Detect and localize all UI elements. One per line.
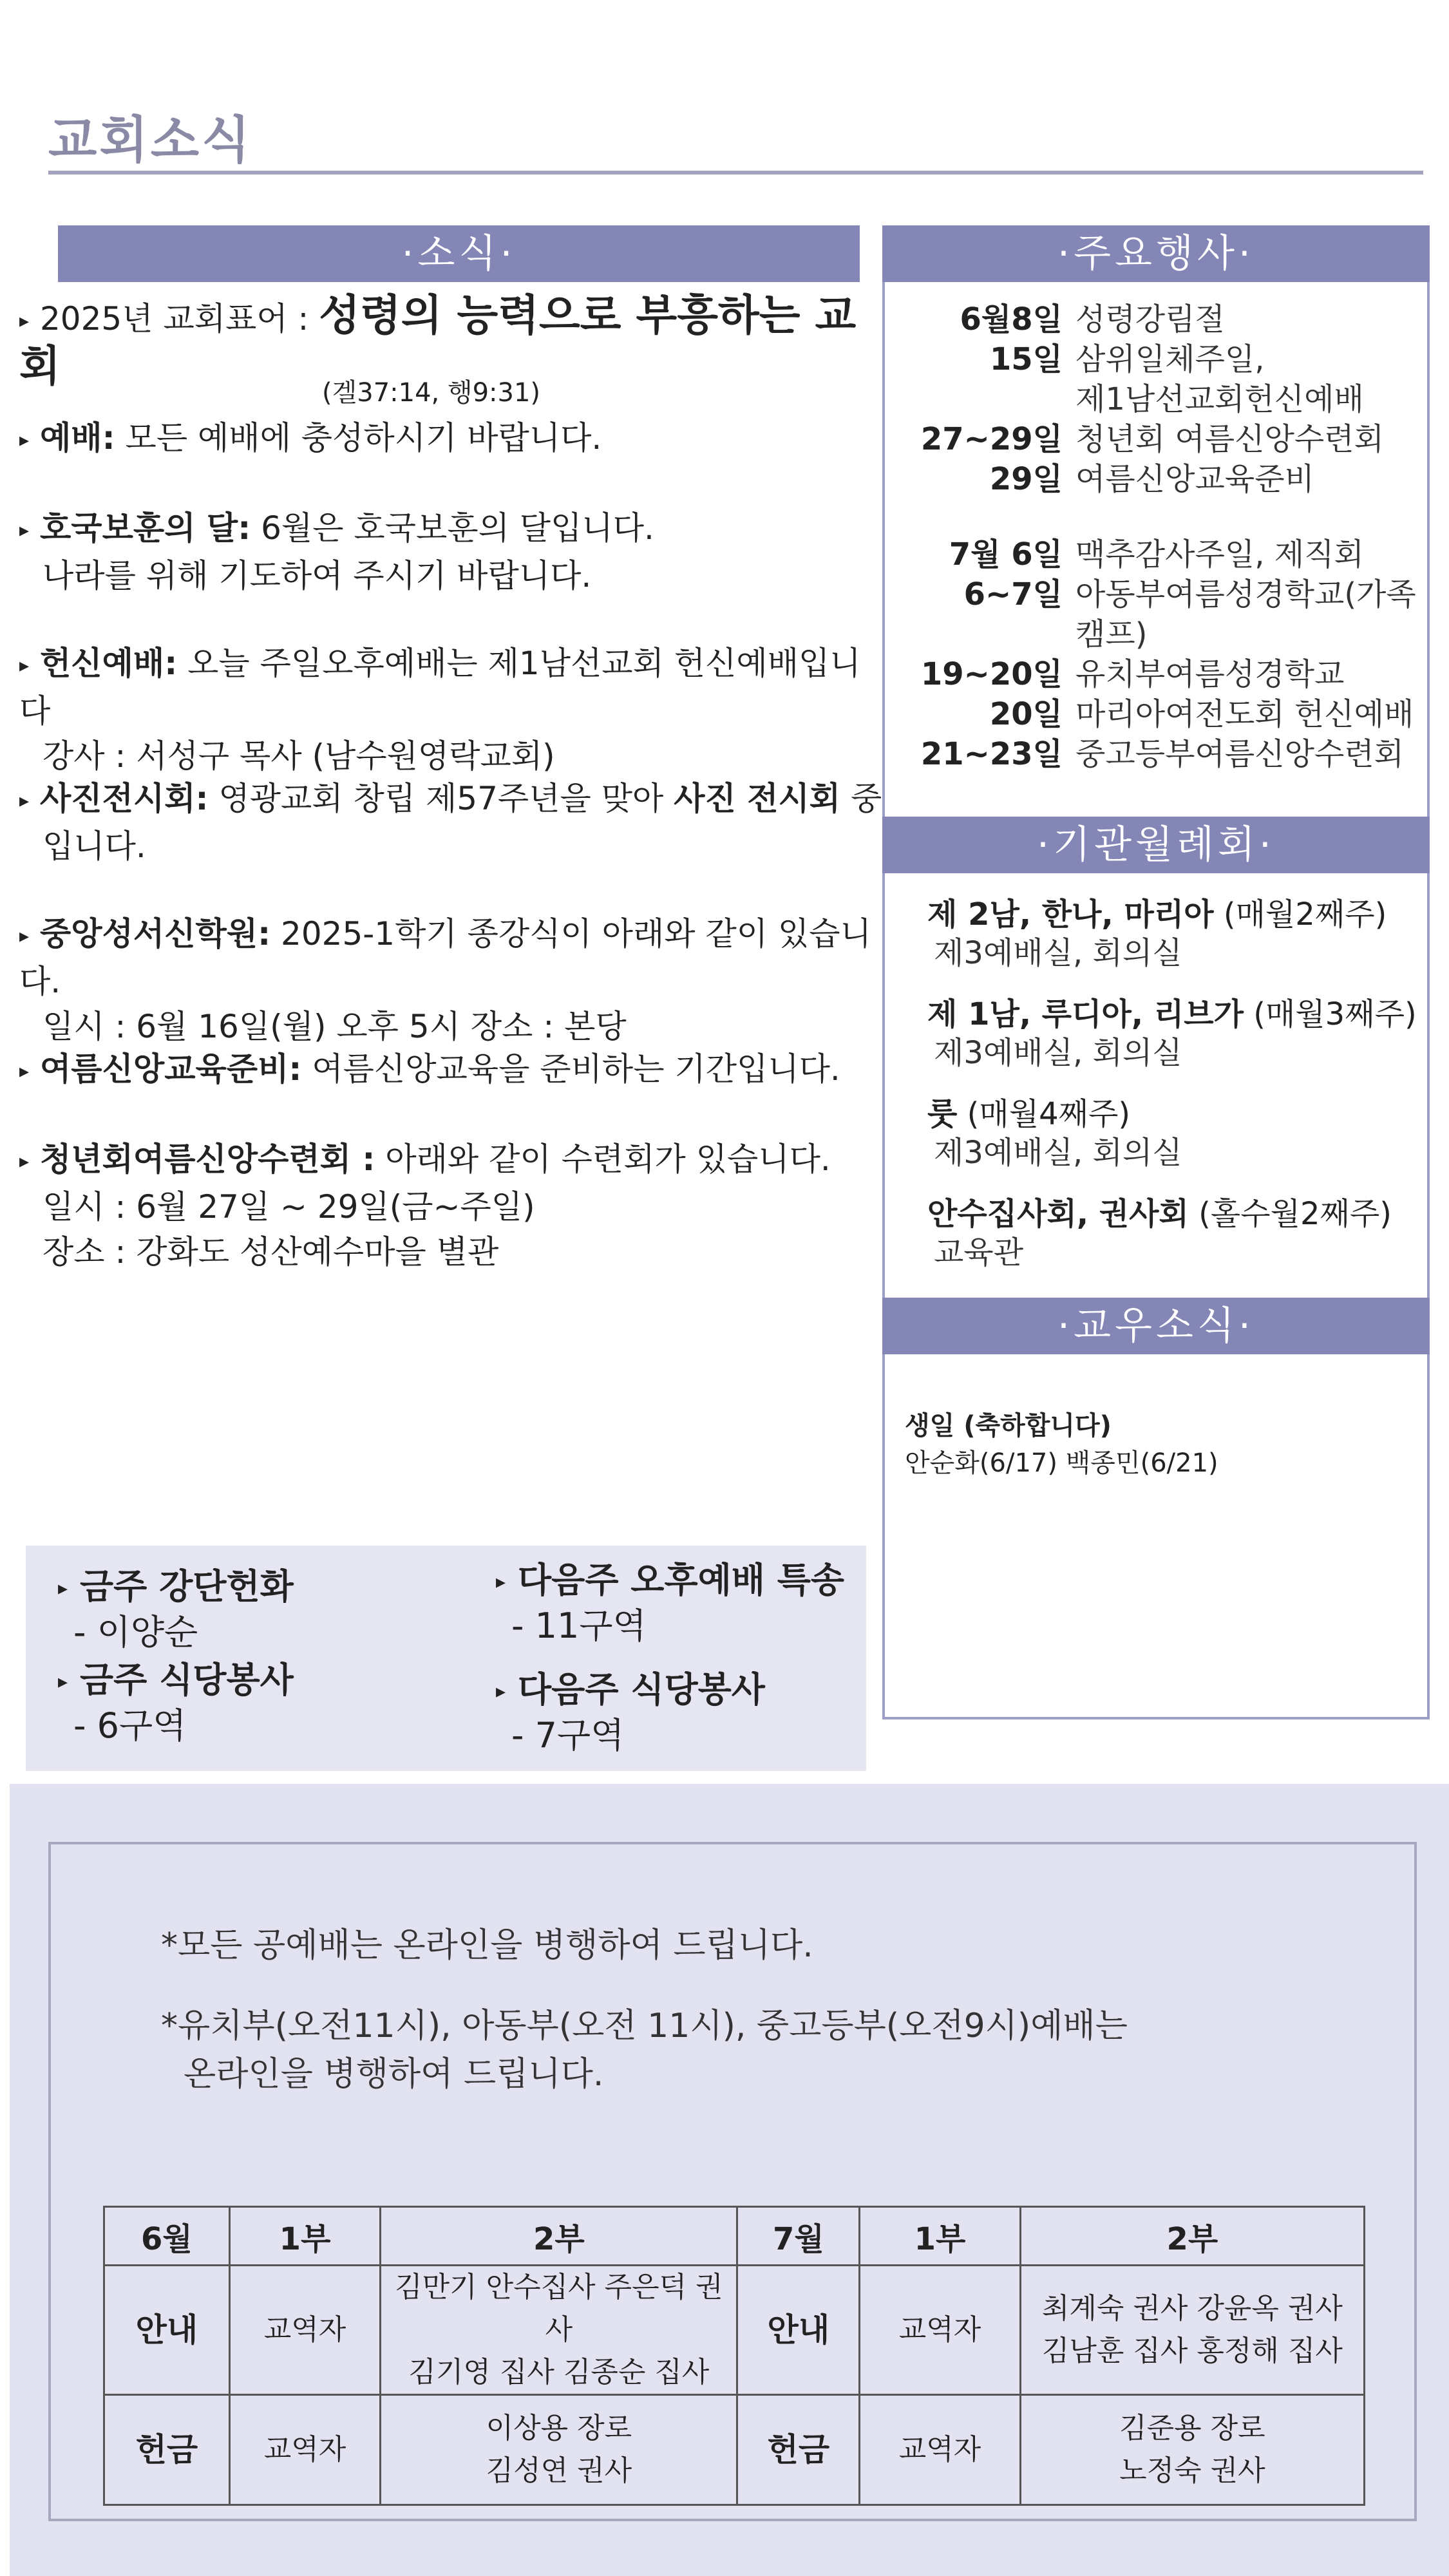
org-item bbox=[927, 995, 1417, 1072]
member-news-header: ·교우소식· bbox=[882, 1298, 1430, 1354]
org-name: 룻 bbox=[927, 1096, 958, 1132]
cell-line: 김기영 집사 김종순 집사 bbox=[408, 2356, 710, 2389]
motto-text: 성령의 능력으로 부흥하는 교회 bbox=[19, 290, 857, 391]
cell-line: 김만기 안수집사 주은덕 권사 bbox=[395, 2271, 723, 2346]
online-note-1: *모든 공예배는 온라인을 병행하여 드립니다. bbox=[161, 1926, 813, 1965]
event-date: 29일 bbox=[989, 461, 1063, 497]
table-cell: 교역자 bbox=[860, 2266, 1021, 2395]
duty-value: - 11구역 bbox=[511, 1605, 647, 1647]
news-item-key: 호국보훈의 달: bbox=[40, 509, 251, 547]
event-desc: 마리아여전도회 헌신예배 bbox=[1075, 696, 1414, 732]
bullet-triangle-icon: ▸ bbox=[19, 654, 30, 677]
bullet-triangle-icon: ▸ bbox=[58, 1671, 68, 1694]
bullet-triangle-icon: ▸ bbox=[496, 1680, 506, 1703]
org-schedule: (홀수월2째주) bbox=[1188, 1196, 1392, 1232]
news-item-text: 나라를 위해 기도하여 주시기 바랍니다. bbox=[43, 556, 592, 594]
online-note-2: *유치부(오전11시), 아동부(오전 11시), 중고등부(오전9시)예배는 bbox=[161, 2007, 1128, 2045]
news-item-text: 입니다. bbox=[43, 827, 146, 865]
event-desc: 유치부여름성경학교 bbox=[1075, 656, 1345, 692]
news-item-worship bbox=[19, 415, 882, 463]
duty-item bbox=[496, 1668, 863, 1757]
table-header-row bbox=[104, 2207, 1365, 2266]
duty-value: - 6구역 bbox=[73, 1705, 187, 1747]
event-desc: 성령강림절 bbox=[1075, 301, 1225, 337]
bullet-triangle-icon: ▸ bbox=[19, 789, 30, 812]
bullet-triangle-icon: ▸ bbox=[19, 1150, 30, 1173]
table-cell: 교역자 bbox=[229, 2266, 381, 2395]
news-item-key: 청년회여름신앙수련회 : bbox=[40, 1141, 375, 1178]
bullet-triangle-icon: ▸ bbox=[496, 1571, 506, 1594]
event-desc: 삼위일체주일, bbox=[1075, 341, 1265, 377]
event-date: 20일 bbox=[989, 696, 1063, 732]
table-header-cell: 1부 bbox=[860, 2207, 1021, 2266]
org-meetings-header: ·기관월례회· bbox=[882, 817, 1430, 873]
cell-line: 최계숙 권사 강윤옥 권사 bbox=[1041, 2292, 1343, 2325]
online-note-3: 온라인을 병행하여 드립니다. bbox=[184, 2055, 604, 2094]
row-label: 헌금 bbox=[737, 2395, 860, 2505]
duty-item bbox=[58, 1658, 457, 1748]
row-label: 안내 bbox=[104, 2266, 230, 2395]
motto-reference: (겔37:14, 행9:31) bbox=[322, 378, 541, 408]
org-place: 제3예배실, 회의실 bbox=[934, 1035, 1182, 1071]
bullet-triangle-icon: ▸ bbox=[19, 924, 30, 947]
org-item bbox=[927, 1195, 1417, 1272]
event-date: 6~7일 bbox=[963, 576, 1063, 612]
news-item-text: 일시 : 6월 27일 ~ 29일(금~주일) bbox=[43, 1188, 535, 1226]
cell-line: 김성연 권사 bbox=[486, 2454, 632, 2487]
news-item-highlight: 사진 전시회 bbox=[674, 780, 841, 817]
duty-value: - 7구역 bbox=[511, 1715, 625, 1756]
org-place: 교육관 bbox=[934, 1235, 1024, 1271]
news-item-memorial-month bbox=[19, 506, 882, 598]
table-header-cell: 1부 bbox=[229, 2207, 381, 2266]
page-title: 교회소식 bbox=[48, 111, 253, 169]
table-cell: 교역자 bbox=[229, 2395, 381, 2505]
news-item-text: 아래와 같이 수련회가 있습니다. bbox=[385, 1141, 831, 1178]
org-name: 제 1남, 루디아, 리브가 bbox=[927, 996, 1244, 1032]
news-header: ·소식· bbox=[58, 225, 860, 282]
org-place: 제3예배실, 회의실 bbox=[934, 935, 1182, 971]
title-divider bbox=[48, 171, 1423, 175]
event-date: 19~20일 bbox=[920, 656, 1063, 692]
bullet-triangle-icon: ▸ bbox=[58, 1577, 68, 1600]
event-date: 27~29일 bbox=[920, 421, 1063, 457]
duty-item bbox=[58, 1565, 457, 1654]
news-item-text: 영광교회 창립 제57주년을 맞아 bbox=[218, 780, 674, 817]
news-item-key: 사진전시회: bbox=[40, 780, 209, 817]
row-label: 헌금 bbox=[104, 2395, 230, 2505]
event-date: 21~23일 bbox=[920, 736, 1063, 772]
duty-key: 금주 강단헌화 bbox=[80, 1566, 294, 1607]
duty-value: - 이양순 bbox=[73, 1612, 198, 1653]
events-header: ·주요행사· bbox=[882, 225, 1430, 282]
news-item-key: 여름신앙교육준비: bbox=[40, 1050, 302, 1088]
news-item-text: 여름신앙교육을 준비하는 기간입니다. bbox=[312, 1050, 840, 1088]
bullet-triangle-icon: ▸ bbox=[19, 428, 30, 451]
member-news bbox=[905, 1407, 1407, 1482]
member-news-text: 안순화(6/17) 백종민(6/21) bbox=[905, 1448, 1218, 1478]
duty-key: 다음주 식당봉사 bbox=[518, 1669, 765, 1710]
table-header-cell: 2부 bbox=[1020, 2207, 1364, 2266]
org-schedule: (매월4째주) bbox=[957, 1096, 1131, 1132]
table-cell bbox=[1020, 2266, 1364, 2395]
service-roster-table bbox=[103, 2206, 1365, 2506]
news-item-text: 2025-1학기 종강식이 아래와 같이 있습니다. bbox=[19, 915, 871, 1000]
event-desc: 아동부여름성경학교(가족 bbox=[1075, 576, 1416, 612]
duty-key: 다음주 오후예배 특송 bbox=[518, 1560, 845, 1600]
table-header-cell: 2부 bbox=[381, 2207, 737, 2266]
news-item-summer-prep bbox=[19, 1046, 882, 1094]
table-row bbox=[104, 2266, 1365, 2395]
news-item-text: 모든 예배에 충성하시기 바랍니다. bbox=[125, 419, 602, 457]
news-item-text: 오늘 주일오후예배는 제1남선교회 헌신예배입니다 bbox=[19, 645, 861, 730]
event-desc: 제1남선교회헌신예배 bbox=[1075, 381, 1364, 417]
cell-line: 김남훈 집사 홍정해 집사 bbox=[1041, 2334, 1343, 2367]
event-desc: 여름신앙교육준비 bbox=[1075, 461, 1314, 497]
member-news-title: 생일 (축하합니다) bbox=[905, 1411, 1112, 1441]
bullet-triangle-icon: ▸ bbox=[19, 518, 30, 542]
bullet-triangle-icon: ▸ bbox=[19, 309, 30, 332]
cell-line: 김준용 장로 bbox=[1119, 2412, 1265, 2445]
news-item-key: 중앙성서신학원: bbox=[40, 915, 271, 952]
news-item-key: 예배: bbox=[40, 419, 115, 457]
event-date: 15일 bbox=[989, 341, 1063, 377]
table-cell bbox=[1020, 2395, 1364, 2505]
row-label: 안내 bbox=[737, 2266, 860, 2395]
cell-line: 노정숙 권사 bbox=[1119, 2454, 1265, 2487]
org-schedule: (매월3째주) bbox=[1243, 996, 1417, 1032]
event-desc: 중고등부여름신앙수련회 bbox=[1075, 736, 1405, 772]
duty-item bbox=[496, 1558, 863, 1648]
table-header-cell: 6월 bbox=[104, 2207, 230, 2266]
event-desc: 맥추감사주일, 제직회 bbox=[1075, 536, 1364, 573]
news-item-text: 중 bbox=[840, 780, 882, 817]
org-item bbox=[927, 895, 1417, 972]
org-name: 안수집사회, 권사회 bbox=[927, 1196, 1189, 1232]
event-date: 7월 6일 bbox=[949, 536, 1063, 573]
news-item-key: 헌신예배: bbox=[40, 645, 178, 682]
cell-line: 이상용 장로 bbox=[486, 2412, 632, 2445]
news-item-text: 장소 : 강화도 성산예수마을 별관 bbox=[43, 1233, 499, 1271]
news-item-photo-exhibit bbox=[19, 776, 882, 869]
org-schedule: (매월2째주) bbox=[1213, 896, 1387, 933]
event-desc: 청년회 여름신앙수련회 bbox=[1075, 421, 1384, 457]
table-cell: 교역자 bbox=[860, 2395, 1021, 2505]
event-desc: 캠프) bbox=[1075, 616, 1148, 652]
table-cell bbox=[381, 2395, 737, 2505]
event-date: 6월8일 bbox=[960, 301, 1063, 337]
bullet-triangle-icon: ▸ bbox=[19, 1059, 30, 1083]
news-item-youth-retreat bbox=[19, 1137, 882, 1274]
news-item-seminary bbox=[19, 911, 882, 1049]
news-item-dedication-service bbox=[19, 641, 882, 779]
table-header-cell: 7월 bbox=[737, 2207, 860, 2266]
motto-prefix: 2025년 교회표어 : bbox=[40, 300, 319, 337]
news-item-text: 일시 : 6월 16일(월) 오후 5시 장소 : 본당 bbox=[43, 1007, 627, 1045]
table-cell bbox=[381, 2266, 737, 2395]
org-place: 제3예배실, 회의실 bbox=[934, 1135, 1182, 1171]
news-item-text: 강사 : 서성구 목사 (남수원영락교회) bbox=[43, 737, 555, 775]
org-item bbox=[927, 1095, 1417, 1172]
table-row bbox=[104, 2395, 1365, 2505]
duty-key: 금주 식당봉사 bbox=[80, 1660, 294, 1700]
news-item-text: 6월은 호국보훈의 달입니다. bbox=[261, 509, 654, 547]
org-name: 제 2남, 한나, 마리아 bbox=[927, 896, 1214, 933]
